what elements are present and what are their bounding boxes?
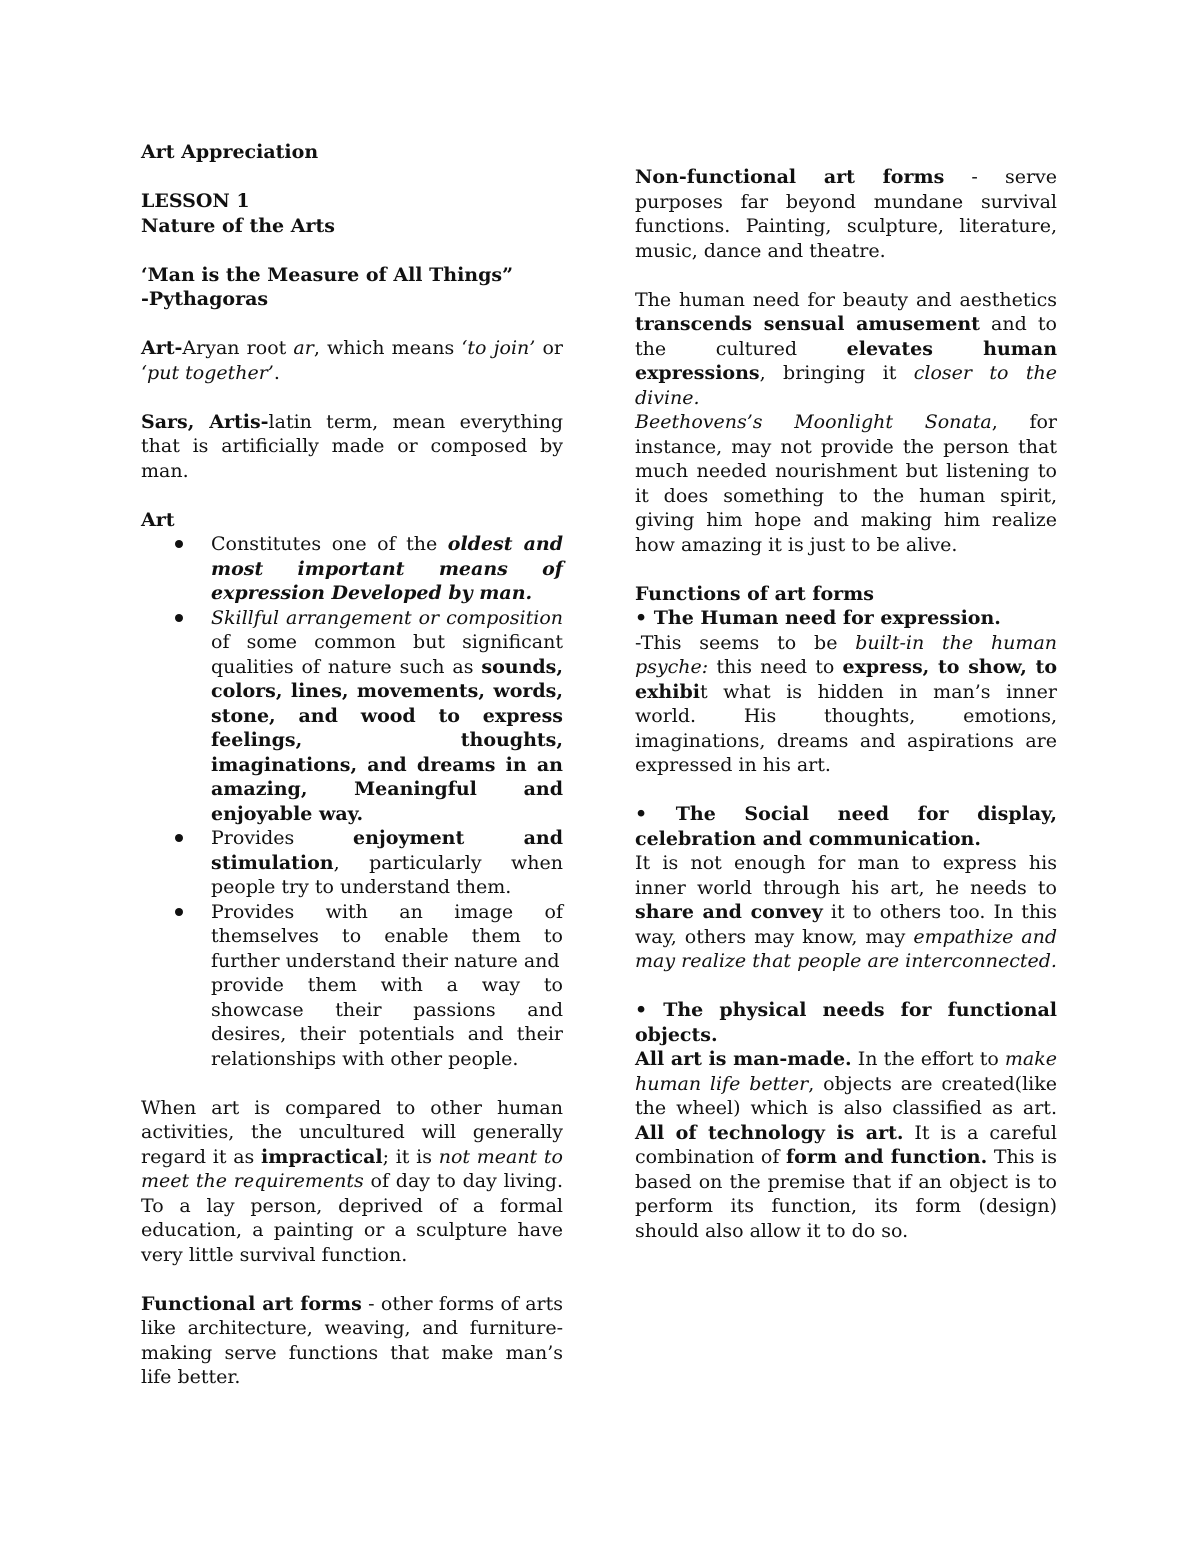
function-physical-heading: • The physical needs for functional objects. — [635, 999, 1057, 1046]
function-physical-text: All art is man-made. In the effort to make human life better, objects are created(like the wheel) which is also classified as art. All of technology is art. It is a careful combination of form and function. This is based on the premise that if an object is to perform its function, its form (design) should also allow it to do so. — [635, 1048, 1057, 1242]
quote: ‘Man is the Measure of All Things” — [141, 263, 514, 286]
function-social-heading: • The Social need for display, celebration and communication. — [635, 803, 1057, 850]
art-definition: Art-Aryan root ar, which means ‘to join’ or ‘put together’. — [141, 337, 563, 384]
art-heading: Art — [141, 508, 175, 531]
functions-heading: Functions of art forms — [635, 582, 874, 605]
list-item: Constitutes one of the oldest and most important means of expression Developed by man. — [211, 532, 563, 606]
beethoven-paragraph: Beethovens’s Moonlight Sonata, for instance, may not provide the person that much needed nourishment but listening to it does something to the human spirit, giving him hope and making him realize how amazing it is just to be alive. — [635, 411, 1057, 556]
right-column — [635, 165, 1057, 1243]
list-item: Provides enjoyment and stimulation, particularly when people try to understand them. — [211, 826, 563, 900]
function-expression-text: -This seems to be built-in the human psyche: this need to express, to show, to exhibit what is hidden in man’s inner world. His thoughts, emotions, imaginations, dreams and aspirations are expressed in his art. — [635, 631, 1058, 776]
beauty-paragraph: The human need for beauty and aesthetics transcends sensual amusement and to the cultured elevates human expressions, bringing it closer to the divine. — [635, 288, 1058, 409]
bullet-icon — [175, 908, 183, 916]
document-title: Art Appreciation — [141, 141, 319, 163]
left-column — [141, 140, 563, 1390]
bullet-icon — [175, 614, 183, 622]
sars-definition: Sars, Artis-latin term, mean everything that is artificially made or composed by man. — [141, 410, 563, 482]
nonfunctional-art-paragraph: Non-functional art forms - serve purposes far beyond mundane survival functions. Painting, sculpture, literature, music, dance and theatre. — [635, 166, 1057, 262]
lesson-number: LESSON 1 — [141, 190, 250, 212]
list-item: Skillful arrangement or composition of some common but significant qualities of nature such as sounds, colors, lines, movements, words, stone, and wood to express feelings, thoughts, imaginations, and dreams in an amazing, Meaningful and enjoyable way. — [211, 606, 563, 827]
function-expression-heading: • The Human need for expression. — [635, 607, 1001, 629]
quote-author: -Pythagoras — [141, 288, 269, 310]
bullet-icon — [175, 540, 183, 548]
lesson-title: Nature of the Arts — [141, 214, 335, 237]
bullet-icon — [175, 834, 183, 842]
uncultured-paragraph: When art is compared to other human activities, the uncultured will generally regard it as impractical; it is not meant to meet the requirements of day to day living. To a lay person, deprived of a formal education, a painting or a sculpture have very little survival function. — [141, 1096, 563, 1266]
list-item: Provides with an image of themselves to enable them to further understand their nature and provide them with a way to showcase their passions and desires, their potentials and their relationships with other people. — [211, 900, 563, 1072]
function-social-text: It is not enough for man to express his inner world through his art, he needs to share and convey it to others too. In this way, others may know, may empathize and may realize that people are interconnected. — [635, 852, 1057, 972]
art-bullet-list — [141, 532, 563, 1071]
functional-art-paragraph: Functional art forms - other forms of arts like architecture, weaving, and furniture-making serve functions that make man’s life better. — [141, 1292, 564, 1388]
